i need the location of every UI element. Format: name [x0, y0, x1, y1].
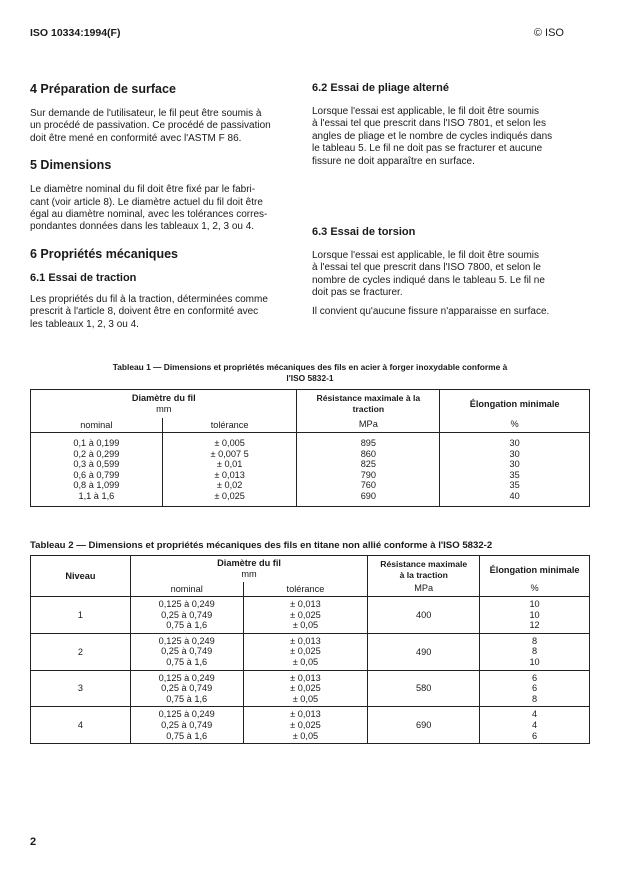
- table-1-resistance-cell: [297, 433, 440, 507]
- table-cell: 6: [532, 730, 538, 741]
- tolerance-cell: [243, 597, 368, 634]
- section-6-3-body: [312, 250, 574, 300]
- niveau-cell: 4: [31, 707, 131, 744]
- table-cell: 0,75 à 1,6: [166, 656, 208, 667]
- header-unit: %: [510, 419, 519, 429]
- section-6-3-heading: 6.3 Essai de torsion: [312, 226, 416, 239]
- table-cell: 8: [532, 693, 538, 704]
- table-cell: 0,25 à 0,749: [161, 719, 213, 730]
- text-line: fissure ne doit apparaître en surface.: [312, 155, 475, 167]
- table-1-tolerance-header: tolérance: [162, 418, 297, 432]
- table-cell: 6: [532, 672, 538, 683]
- text-line: doit être mené en conformité avec l'ASTM F 86.: [30, 132, 242, 144]
- table-cell: ± 0,02: [216, 480, 243, 491]
- table-1-resistance-header: [297, 390, 440, 433]
- table-cell: 0,1 à 0,199: [73, 438, 120, 448]
- table-2-caption: Tableau 2 — Dimensions et propriétés mécaniques des fils en titane non allié conforme à l'ISO 5832-2: [30, 540, 493, 551]
- table-cell: 0,125 à 0,249: [158, 635, 215, 646]
- table-cell: 0,8 à 1,099: [73, 480, 120, 491]
- text-line: à l'essai tel que prescrit dans l'ISO 7800, et selon le: [312, 262, 541, 274]
- table-1-caption: [30, 362, 590, 384]
- table-2: [30, 555, 590, 744]
- table-cell: 0,125 à 0,249: [158, 599, 215, 609]
- section-6-heading: 6 Propriétés mécaniques: [30, 246, 178, 261]
- table-row: [31, 597, 590, 634]
- table-cell: 35: [509, 480, 520, 491]
- table-cell: 790: [360, 469, 377, 480]
- table-1: [30, 389, 590, 507]
- header-unit: mm: [241, 568, 257, 579]
- caption-line: l'ISO 5832-1: [286, 373, 334, 383]
- text-line: Le diamètre nominal du fil doit être fixé par le fabri-: [30, 184, 256, 196]
- table-cell: ± 0,013: [290, 599, 321, 609]
- header-label: Diamètre du fil: [217, 558, 281, 568]
- header-unit: MPa: [414, 583, 434, 593]
- tolerance-cell: [243, 670, 368, 707]
- text-line: à l'essai tel que prescrit dans l'ISO 7801, et selon les: [312, 118, 546, 130]
- table-cell: 0,25 à 0,749: [161, 646, 213, 657]
- section-6-1-heading: 6.1 Essai de traction: [30, 271, 137, 284]
- table-cell: 10: [529, 599, 540, 609]
- table-cell: 0,75 à 1,6: [166, 730, 208, 741]
- section-5-heading: 5 Dimensions: [30, 158, 112, 173]
- table-2-nominal-header: nominal: [130, 582, 243, 596]
- table-cell: 35: [509, 469, 520, 480]
- nominal-cell: [130, 597, 243, 634]
- text-line: cant (voir article 8). Le diamètre actuel du fil doit être: [30, 196, 263, 208]
- table-cell: 760: [360, 480, 377, 491]
- table-cell: ± 0,013: [290, 709, 321, 720]
- table-cell: ± 0,025: [290, 719, 321, 730]
- left-column: [30, 82, 286, 331]
- text-line: Lorsque l'essai est applicable, le fil doit être soumis: [312, 106, 540, 117]
- header-label: traction: [352, 403, 385, 414]
- table-2-elongation-header: [480, 556, 590, 597]
- elongation-cell: [480, 707, 590, 744]
- table-cell: 0,125 à 0,249: [158, 672, 215, 683]
- table-cell: ± 0,025: [290, 646, 321, 657]
- header-unit: MPa: [358, 419, 378, 429]
- text-line: doit pas se fracturer.: [312, 287, 403, 299]
- table-cell: ± 0,025: [214, 490, 245, 501]
- table-cell: ± 0,01: [216, 459, 243, 470]
- header-label: à la traction: [399, 569, 448, 580]
- text-line: Sur demande de l'utilisateur, le fil peut être soumis à: [30, 108, 262, 119]
- header-label: Élongation minimale: [469, 399, 560, 409]
- table-row: [31, 670, 590, 707]
- tolerance-cell: [243, 707, 368, 744]
- table-row: [31, 707, 590, 744]
- header-unit: mm: [156, 403, 172, 414]
- table-cell: 0,75 à 1,6: [166, 693, 208, 704]
- table-row: [31, 633, 590, 670]
- table-cell: 895: [360, 438, 377, 448]
- table-cell: 0,2 à 0,299: [73, 448, 120, 459]
- header-label: Résistance maximale: [380, 559, 468, 569]
- elongation-cell: [480, 633, 590, 670]
- table-cell: 4: [532, 719, 538, 730]
- table-cell: ± 0,05: [292, 730, 319, 741]
- niveau-cell: 3: [31, 670, 131, 707]
- table-cell: 690: [360, 490, 377, 501]
- table-cell: 30: [509, 459, 520, 470]
- table-cell: 0,125 à 0,249: [158, 709, 215, 720]
- nominal-cell: [130, 633, 243, 670]
- table-cell: 30: [509, 448, 520, 459]
- page-number: 2: [30, 836, 37, 848]
- table-cell: 0,6 à 0,799: [73, 469, 120, 480]
- section-4-body: [30, 108, 286, 145]
- header-unit: %: [530, 583, 539, 593]
- text-line: Lorsque l'essai est applicable, le fil doit être soumis: [312, 250, 540, 262]
- table-cell: ± 0,025: [290, 683, 321, 694]
- table-cell: 0,3 à 0,599: [73, 459, 120, 470]
- table-2-tolerance-header: tolérance: [243, 582, 368, 596]
- table-cell: 30: [509, 438, 520, 448]
- text-line: les tableaux 1, 2, 3 ou 4.: [30, 318, 139, 330]
- table-1-nominal-header: nominal: [31, 418, 163, 432]
- text-line: nombre de cycles indiqué dans le tableau 5. Le fil ne: [312, 274, 545, 286]
- section-6-2-heading: 6.2 Essai de pliage alterné: [312, 82, 449, 94]
- table-cell: ± 0,025: [290, 609, 321, 620]
- table-1-nominal-cell: [31, 433, 163, 507]
- header-label: Élongation minimale: [489, 565, 580, 575]
- document-id: ISO 10334:1994(F): [30, 27, 121, 39]
- table-cell: ± 0,013: [214, 469, 245, 480]
- table-cell: ± 0,05: [292, 693, 319, 704]
- table-cell: ± 0,05: [292, 620, 319, 631]
- table-cell: ± 0,05: [292, 656, 319, 667]
- table-cell: ± 0,005: [214, 438, 245, 448]
- elongation-cell: [480, 597, 590, 634]
- section-6-1-body: [30, 294, 286, 331]
- section-5-body: [30, 184, 286, 234]
- table-cell: 860: [360, 448, 377, 459]
- table-cell: 8: [532, 646, 538, 657]
- table-cell: 10: [529, 609, 540, 620]
- caption-line: Tableau 1 — Dimensions et propriétés mécaniques des fils en acier à forger inoxydable conforme à: [112, 362, 508, 372]
- table-cell: 10: [529, 656, 540, 667]
- text-line: pondantes données dans les tableaux 1, 2, 3 ou 4.: [30, 221, 255, 233]
- copyright: © ISO: [533, 27, 564, 39]
- niveau-cell: 2: [31, 633, 131, 670]
- table-cell: ± 0,013: [290, 672, 321, 683]
- table-1-elongation-header: [440, 390, 590, 433]
- resistance-cell: 490: [368, 633, 480, 670]
- table-cell: 12: [529, 620, 540, 631]
- resistance-cell: 690: [368, 707, 480, 744]
- table-cell: 8: [532, 635, 538, 646]
- table-1-tolerance-cell: [162, 433, 297, 507]
- text-line: angles de pliage et le nombre de cycles indiqués dans: [312, 130, 553, 142]
- section-6-3-note: Il convient qu'aucune fissure n'apparaisse en surface.: [312, 305, 550, 317]
- section-6-2-body: [312, 106, 574, 168]
- text-line: Les propriétés du fil à la traction, déterminées comme: [30, 293, 268, 305]
- right-column: [312, 82, 574, 318]
- elongation-cell: [480, 670, 590, 707]
- text-line: prescrit à l'article 8, doivent être en conformité avec: [30, 306, 259, 318]
- header-label: Diamètre du fil: [131, 393, 196, 403]
- table-cell: 0,75 à 1,6: [166, 620, 208, 631]
- table-cell: 40: [509, 490, 520, 501]
- resistance-cell: 400: [368, 597, 480, 634]
- table-cell: 1,1 à 1,6: [78, 490, 115, 501]
- header-label: Résistance maximale à la: [316, 393, 421, 403]
- table-1-elongation-cell: [440, 433, 590, 507]
- text-line: un procédé de passivation. Ce procédé de passivation: [30, 120, 271, 132]
- table-cell: 6: [532, 683, 538, 694]
- resistance-cell: 580: [368, 670, 480, 707]
- text-line: égal au diamètre nominal, avec les tolérances corres-: [30, 209, 268, 221]
- table-cell: 0,25 à 0,749: [161, 609, 213, 620]
- nominal-cell: [130, 707, 243, 744]
- section-4-heading: 4 Préparation de surface: [30, 82, 176, 96]
- tolerance-cell: [243, 633, 368, 670]
- table-cell: 0,25 à 0,749: [161, 683, 213, 694]
- table-2-resistance-header: [368, 556, 480, 597]
- table-1-diameter-header: [31, 390, 297, 419]
- table-cell: 825: [360, 459, 377, 470]
- table-cell: ± 0,013: [290, 635, 321, 646]
- nominal-cell: [130, 670, 243, 707]
- niveau-cell: 1: [31, 597, 131, 634]
- table-2-diameter-header: [130, 556, 368, 583]
- table-cell: ± 0,007 5: [210, 448, 249, 459]
- text-line: le tableau 5. Le fil ne doit pas se fracturer et aucune: [312, 143, 543, 155]
- table-cell: 4: [532, 709, 538, 720]
- table-2-niveau-header: Niveau: [31, 556, 131, 597]
